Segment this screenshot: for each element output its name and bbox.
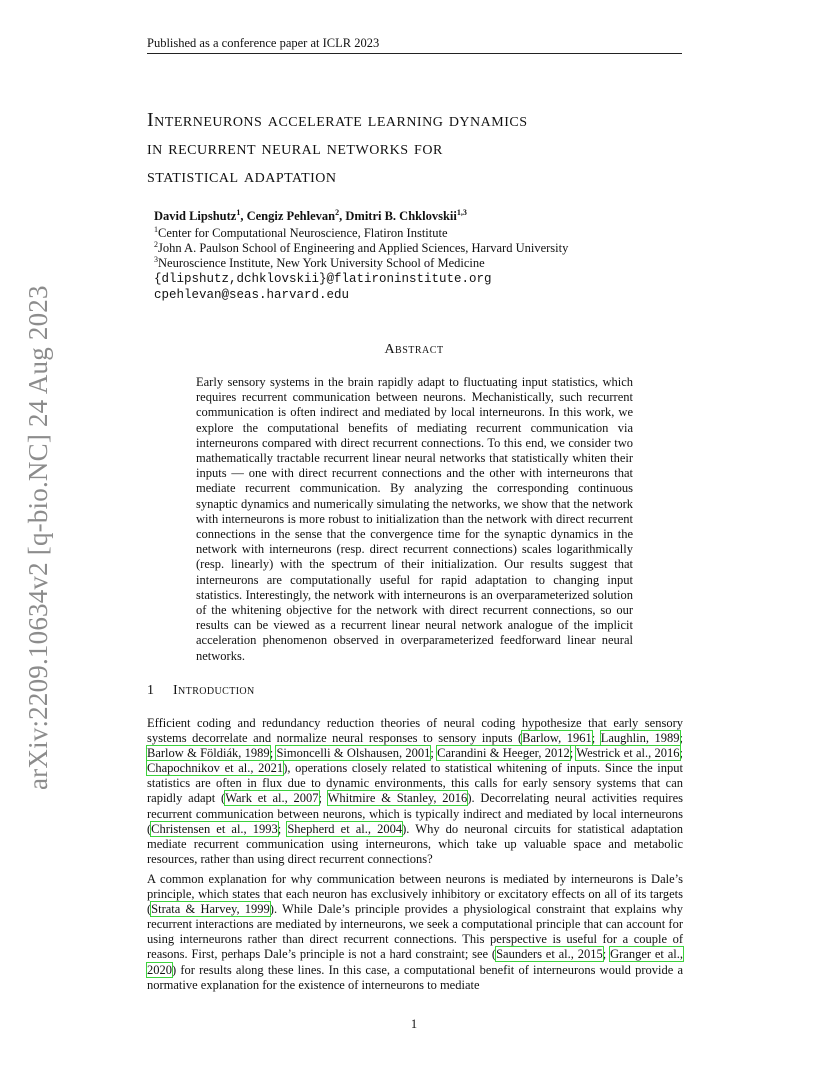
citation-link[interactable]: Saunders et al., 2015	[496, 947, 603, 962]
title-line-2: in recurrent neural networks for	[147, 137, 443, 159]
citation-link[interactable]: Barlow, 1961	[522, 731, 592, 746]
author-affil-mark: 1,3	[456, 208, 467, 217]
section-heading	[147, 683, 255, 699]
text-run: ;	[679, 731, 683, 746]
affiliation-text: John A. Paulson School of Engineering and Applied Sciences, Harvard University	[158, 241, 569, 255]
title-line-1: Interneurons accelerate learning dynamics	[147, 109, 528, 131]
author-name: Cengiz Pehlevan	[246, 209, 336, 223]
section-title: Introduction	[173, 683, 255, 698]
author-affil-mark: 1	[236, 208, 241, 217]
author-name: David Lipshutz	[154, 209, 237, 223]
text-run: ). While Dale’s principle provides a physiological constraint that explains why recurrent interactions are mediated by interneurons, we seek a computational principle that can account for using interneurons rather than direct recurrent connections. This perspective is useful for a couple of reasons. First, perhaps Dale’s principle is not a hard constraint; see (	[147, 902, 683, 962]
citation-link[interactable]: Wark et al., 2007	[225, 791, 319, 806]
arxiv-stamp: arXiv:2209.10634v2 [q-bio.NC] 24 Aug 2023	[23, 285, 53, 790]
title-line-3: statistical adaptation	[147, 165, 337, 187]
citation-link[interactable]: Chapochnikov et al., 2021	[147, 761, 284, 776]
paper-title	[147, 106, 707, 190]
citation-link[interactable]: Christensen et al., 1993	[151, 821, 278, 836]
affiliation-text: Center for Computational Neuroscience, Flatiron Institute	[158, 226, 448, 240]
affiliation-text: Neuroscience Institute, New York University School of Medicine	[158, 256, 485, 270]
affiliation	[154, 241, 568, 256]
text-run: ;	[318, 791, 328, 806]
affil-mark: 2	[154, 240, 158, 249]
text-run: ;	[602, 947, 611, 962]
section-number: 1	[147, 683, 155, 698]
page-number: 1	[410, 1017, 418, 1031]
text-run: ;	[679, 746, 683, 761]
paragraph	[147, 716, 683, 867]
text-run: ;	[591, 731, 601, 746]
text-run: A common explanation for why communication between neurons is mediated by interneurons is Dale’s principle, which states that each neuron has exclusively inhibitory or excitatory effects on all of its targets (	[147, 872, 683, 917]
affiliation	[154, 226, 448, 241]
text-run: ). Why do neuronal circuits for statistical adaptation mediate recurrent communication using interneurons, which take up valuable space and metabolic resources, rather than using direct recurrent connections?	[147, 821, 683, 866]
citation-link[interactable]: Simoncelli & Olshausen, 2001	[276, 746, 431, 761]
text-run: Efficient coding and redundancy reduction theories of neural coding hypothesize that early sensory systems decorrelate and normalize neural responses to sensory inputs (	[147, 716, 683, 746]
text-run: ;	[269, 746, 277, 761]
abstract-heading: Abstract	[384, 342, 444, 357]
citation-link[interactable]: Whitmire & Stanley, 2016	[327, 791, 468, 806]
header-rule	[147, 53, 682, 54]
citation-link[interactable]: Westrick et al., 2016	[576, 746, 680, 761]
author-separator: ,	[240, 209, 247, 223]
citation-link[interactable]: Granger et al., 2020	[147, 947, 683, 977]
citation-link[interactable]: Shepherd et al., 2004	[287, 821, 403, 836]
abstract-text: Early sensory systems in the brain rapidly adapt to fluctuating input statistics, which requires recurrent communication between neurons. Mechanistically, such recurrent communication is often indirect and mediated by local interneurons. In this work, we explore the computational benefits of mediating recurrent communication via interneurons compared with direct recurrent connections. To this end, we consider two mathematically tractable recurrent linear neural networks that statistically whiten their inputs — one with direct recurrent connections and the other with interneurons that mediate recurrent communication. By analyzing the corresponding continuous synaptic dynamics and numerically simulating the networks, we show that the network with interneurons is more robust to initialization than the network with direct recurrent connections in the sense that the convergence time for the synaptic dynamics in the network with interneurons (resp. direct recurrent connections) scales logarithmically (resp. linearly) with the spectrum of their initialization. Our results suggest that interneurons are computationally useful for rapid adaptation to changing input statistics. Interestingly, the network with interneurons is an overparameterized solution of the whitening objective for the network with direct recurrent connections, so our results can be viewed as a recurrent linear neural network analogue of the implicit acceleration phenomenon observed in overparameterized feedforward linear neural networks.	[196, 375, 633, 663]
email-line[interactable]: {dlipshutz,dchklovskii}@flatironinstitute.org	[154, 272, 492, 286]
text-run: ), operations closely related to statistical whitening of inputs. Since the input statistics are often in flux due to dynamic environments, this calls for early sensory systems that can rapidly adapt (	[147, 761, 683, 806]
citation-link[interactable]: Barlow & Földiák, 1989	[147, 746, 270, 761]
citation-link[interactable]: Carandini & Heeger, 2012	[437, 746, 570, 761]
citation-link[interactable]: Laughlin, 1989	[600, 731, 680, 746]
email-line[interactable]: cpehlevan@seas.harvard.edu	[154, 288, 350, 302]
running-header: Published as a conference paper at ICLR 2023	[147, 36, 380, 50]
author-separator: ,	[339, 209, 346, 223]
affil-mark: 3	[154, 255, 158, 264]
author-affil-mark: 2	[335, 208, 340, 217]
text-run: ;	[430, 746, 438, 761]
author-name: Dmitri B. Chklovskii	[345, 209, 457, 223]
text-run: ;	[569, 746, 577, 761]
text-run: ) for results along these lines. In this case, a computational benefit of interneurons would provide a normative explanation for the existence of interneurons to mediate	[147, 962, 683, 992]
affil-mark: 1	[154, 225, 158, 234]
text-run: ). Decorrelating neural activities requires recurrent communication between neurons, which is typically indirect and mediated by local interneurons (	[147, 791, 683, 836]
paragraph	[147, 872, 683, 993]
affiliation	[154, 256, 485, 271]
citation-link[interactable]: Strata & Harvey, 1999	[151, 902, 270, 917]
text-run: ;	[277, 821, 288, 836]
author-list	[154, 209, 467, 224]
